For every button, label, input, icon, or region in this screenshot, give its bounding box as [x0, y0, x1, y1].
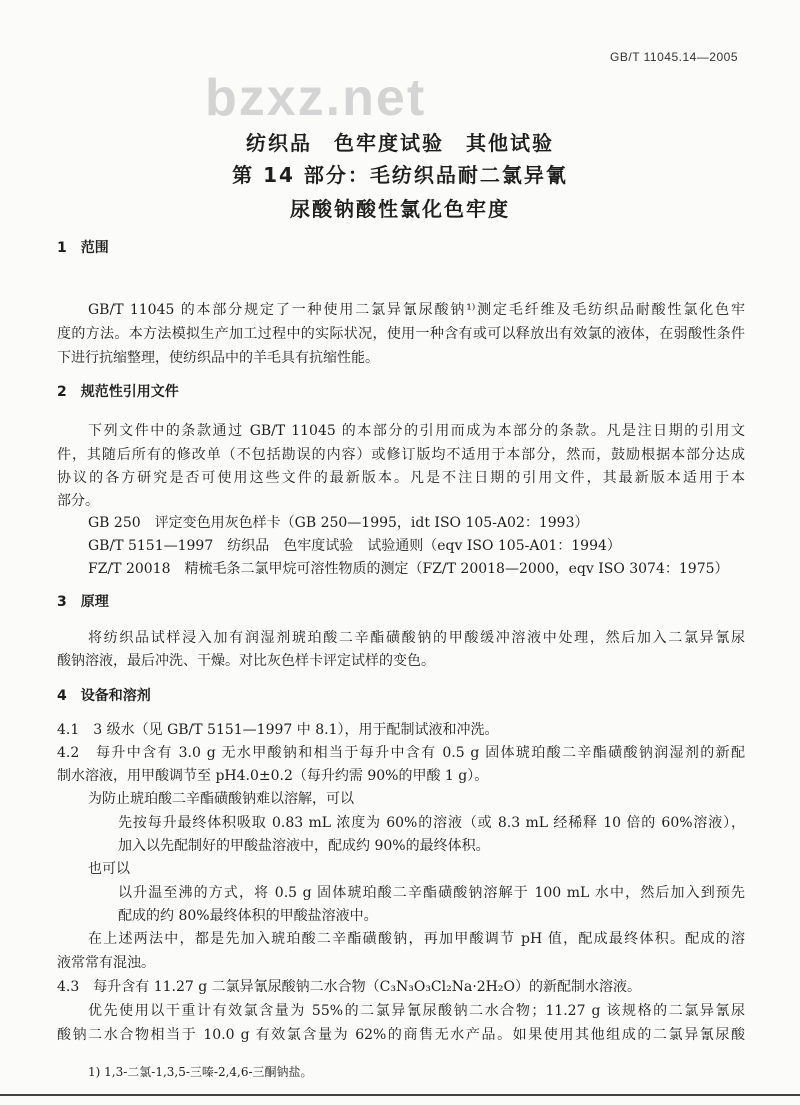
title-line-1: 纺织品 色牢度试验 其他试验 [246, 131, 554, 155]
clause-4-1: 4.1 3 级水（见 GB/T 5151—1997 中 8.1），用于配制试液和冲洗。 [57, 722, 499, 738]
clause-4-2-line: 制水溶液，用甲酸调节至 pH4.0±0.2（每升约需 90%的甲酸 1 g）。 [57, 768, 489, 784]
heading-scope: 1 范围 [57, 240, 109, 256]
clause-4-2-line: 4.2 每升中含有 3.0 g 无水甲酸钠和相当于每升中含有 0.5 g 固体琥珀酸二辛酯磺酸钠润湿剂的新配 [57, 745, 745, 761]
reference-item: GB/T 5151—1997 纺织品 色牢度试验 试验通则（eqv ISO 105-A01：1994） [88, 538, 621, 554]
clause-4-3: 4.3 每升含有 11.27 g 二氯异氰尿酸钠二水合物（C₃N₃O₃Cl₂Na·2H₂O）的新配制水溶液。 [57, 979, 641, 995]
option-1-line: 先按每升最终体积吸取 0.83 mL 浓度为 60%的溶液（或 8.3 mL 经稀释 10 倍的 60%溶液）， [118, 815, 745, 831]
clause-4-2-note-line: 液常常有混浊。 [57, 955, 155, 971]
clause-4-2-note-line: 在上述两法中，都是先加入琥珀酸二辛酯磺酸钠，再加甲酸调节 pH 值，配成最终体积。配成的溶 [88, 931, 745, 947]
clause-4-3-line: 酸钠二水合物相当于 10.0 g 有效氯含量为 62%的商售无水产品。如果使用其他组成的二氯异氰尿酸 [57, 1027, 745, 1043]
references-line: 部分。 [57, 493, 99, 509]
references-line: 下列文件中的条款通过 GB/T 11045 的本部分的引用而成为本部分的条款。凡是注日期的引用文 [88, 423, 745, 439]
reference-item: GB 250 评定变色用灰色样卡（GB 250—1995，idt ISO 105-A02：1993） [88, 515, 589, 531]
page-bottom-rule [0, 1094, 800, 1096]
heading-apparatus-reagents: 4 设备和溶剂 [57, 688, 151, 704]
title-line-2: 第 14 部分：毛纺织品耐二氯异氰 [232, 163, 568, 187]
scope-line: GB/T 11045 的本部分规定了一种使用二氯异氰尿酸钠¹⁾测定毛纤维及毛纺织品耐酸性氯化色牢 [88, 302, 745, 318]
heading-principle: 3 原理 [57, 594, 109, 610]
watermark: bzxz.net [205, 69, 427, 127]
title-line-3: 尿酸钠酸性氯化色牢度 [290, 197, 510, 221]
heading-normative-references: 2 规范性引用文件 [57, 384, 179, 400]
standard-code-header: GB/T 11045.14—2005 [610, 50, 738, 64]
option-1-line: 加入以先配制好的甲酸盐溶液中，配成约 90%的最终体积。 [118, 838, 490, 854]
clause-4-2-also: 也可以 [88, 861, 130, 877]
option-2-line: 配成的约 80%最终体积的甲酸盐溶液中。 [118, 908, 378, 924]
scope-line: 度的方法。本方法模拟生产加工过程中的实际状况，使用一种含有或可以释放出有效氯的液体，在弱酸性条件 [57, 326, 745, 342]
clause-4-2-prevent: 为防止琥珀酸二辛酯磺酸钠难以溶解，可以 [88, 791, 354, 807]
clause-4-3-line: 优先使用以干重计有效氯含量为 55%的二氯异氰尿酸钠二水合物；11.27 g 该规格的二氯异氰尿 [88, 1003, 745, 1019]
principle-line: 将纺织品试样浸入加有润湿剂琥珀酸二辛酯磺酸钠的甲酸缓冲溶液中处理，然后加入二氯异氰尿 [88, 630, 745, 646]
footnote: 1) 1,3-二氯-1,3,5-三嗪-2,4,6-三酮钠盐。 [88, 1065, 313, 1079]
reference-item: FZ/T 20018 精梳毛条二氯甲烷可溶性物质的测定（FZ/T 20018—2000，eqv ISO 3074：1975） [88, 561, 729, 577]
option-2-line: 以升温至沸的方式，将 0.5 g 固体琥珀酸二辛酯磺酸钠溶解于 100 mL 水中，然后加入到预先 [118, 885, 745, 901]
references-line: 件，其随后所有的修改单（不包括勘误的内容）或修订版均不适用于本部分，然而，鼓励根据本部分达成 [57, 447, 745, 463]
principle-line: 酸钠溶液，最后冲洗、干燥。对比灰色样卡评定试样的变色。 [57, 653, 435, 669]
references-line: 协议的各方研究是否可使用这些文件的最新版本。凡是不注日期的引用文件，其最新版本适用于本 [57, 470, 745, 486]
scope-line: 下进行抗缩整理，使纺织品中的羊毛具有抗缩性能。 [57, 350, 379, 366]
